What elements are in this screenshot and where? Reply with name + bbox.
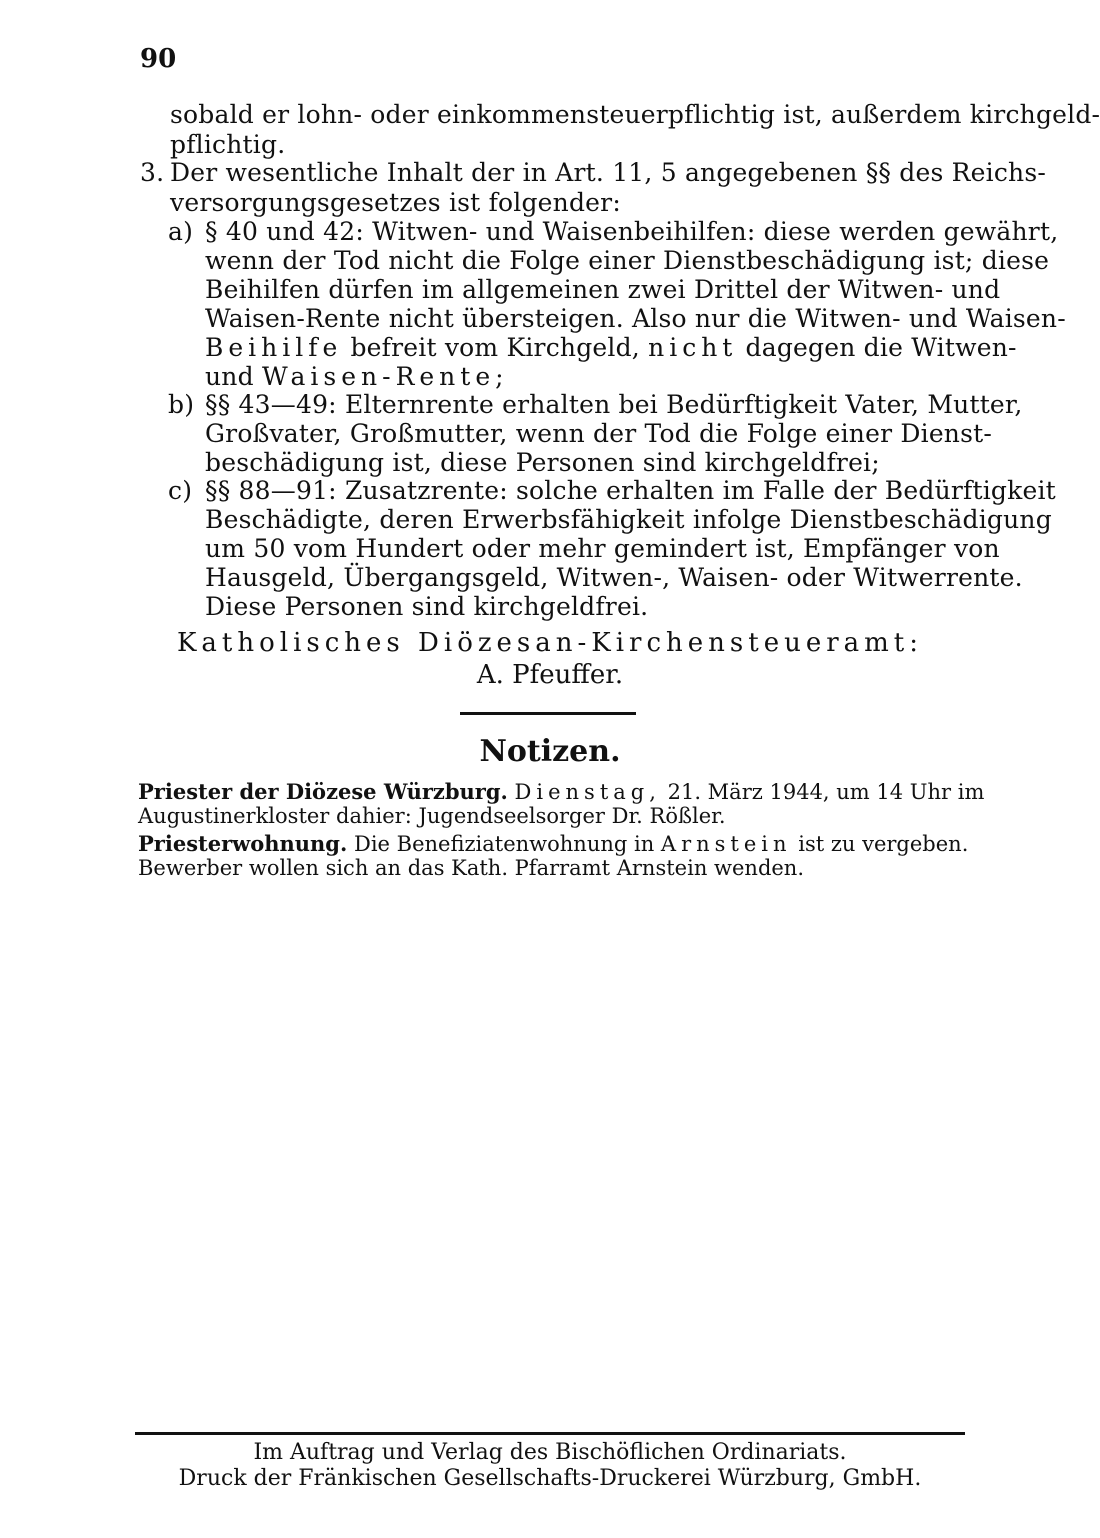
notice-2-pre: Die Benefiziatenwohnung in: [353, 832, 655, 856]
item-3-line-2: versorgungsgesetzes ist folgender:: [170, 188, 621, 217]
footer-line-2: Druck der Fränkischen Gesellschafts-Druckerei Würzburg, GmbH.: [178, 1466, 922, 1491]
continuation-line-1: sobald er lohn- oder einkommensteuerpflichtig ist, außerdem kirchgeld-: [170, 100, 1100, 129]
notice-item-1: [138, 779, 985, 828]
item-3-number: 3.: [140, 158, 165, 187]
emphasis-waisen-rente: Waisen-Rente: [261, 362, 496, 391]
subitem-c-line-1: §§ 88—91: Zusatzrente: solche erhalten im Falle der Bedürftigkeit: [205, 476, 1056, 505]
subitem-a-last-end: ;: [495, 362, 504, 391]
subitem-a-line-3: Beihilfen dürfen im allgemeinen zwei Drittel der Witwen- und: [205, 275, 1001, 304]
page-number: 90: [140, 44, 177, 74]
subitem-a-line-1: § 40 und 42: Witwen- und Waisenbeihilfen: diese werden gewährt,: [205, 217, 1059, 246]
notice-1-lead: Priester der Diözese Würzburg.: [138, 779, 508, 804]
emphasis-text-1: befreit vom Kirchgeld,: [350, 333, 640, 362]
footer-divider: [135, 1432, 965, 1435]
subitem-b-label: b): [168, 390, 195, 419]
continuation-line-2: pflichtig.: [170, 130, 286, 159]
subitem-a-line-4: Waisen-Rente nicht übersteigen. Also nur die Witwen- und Waisen-: [205, 304, 1066, 333]
notice-1-spaced: Dienstag,: [514, 780, 661, 804]
subitem-b-line-3: beschädigung ist, diese Personen sind kirchgeldfrei;: [205, 448, 880, 477]
subitem-c-label: c): [168, 476, 193, 505]
notice-item-2: [138, 831, 969, 880]
emphasis-text-2: dagegen die Witwen-: [745, 333, 1017, 362]
notice-1-line-2: Augustinerkloster dahier: Jugendseelsorger Dr. Rößler.: [138, 804, 726, 828]
emphasis-nicht: nicht: [648, 333, 738, 362]
subitem-b-line-2: Großvater, Großmutter, wenn der Tod die Folge einer Dienst-: [205, 419, 993, 448]
item-3-line-1: Der wesentliche Inhalt der in Art. 11, 5 angegebenen §§ des Reichs-: [170, 158, 1047, 187]
notice-2-lead: Priesterwohnung.: [138, 831, 348, 856]
signature-office: Katholisches Diözesan-Kirchensteueramt:: [176, 628, 924, 658]
notice-2-line-2: Bewerber wollen sich an das Kath. Pfarramt Arnstein wenden.: [138, 856, 805, 880]
section-divider: [460, 712, 636, 715]
notices-heading: Notizen.: [479, 734, 621, 769]
subitem-c-line-3: um 50 vom Hundert oder mehr gemindert ist, Empfänger von: [205, 534, 1000, 563]
footer-line-1: Im Auftrag und Verlag des Bischöflichen Ordinariats.: [253, 1440, 847, 1465]
subitem-c-line-5: Diese Personen sind kirchgeldfrei.: [205, 592, 649, 621]
subitem-a-last-text: und: [205, 362, 254, 391]
notice-2-rest: ist zu vergeben.: [798, 832, 969, 856]
subitem-a-label: a): [168, 217, 194, 246]
subitem-a-line-5: [205, 333, 1017, 363]
subitem-c-line-2: Beschädigte, deren Erwerbsfähigkeit infolge Dienstbeschädigung: [205, 505, 1052, 534]
subitem-c-line-4: Hausgeld, Übergangsgeld, Witwen-, Waisen- oder Witwerrente.: [205, 563, 1023, 592]
notice-2-spaced: Arnstein: [660, 832, 792, 856]
signature-name: A. Pfeuffer.: [476, 660, 624, 690]
subitem-b-line-1: §§ 43—49: Elternrente erhalten bei Bedürftigkeit Vater, Mutter,: [205, 390, 1023, 419]
emphasis-beihilfe: Beihilfe: [205, 333, 343, 362]
subitem-a-line-2: wenn der Tod nicht die Folge einer Dienstbeschädigung ist; diese: [205, 246, 1050, 275]
notice-1-rest: 21. März 1944, um 14 Uhr im: [667, 780, 985, 804]
subitem-a-line-6: [205, 362, 504, 392]
